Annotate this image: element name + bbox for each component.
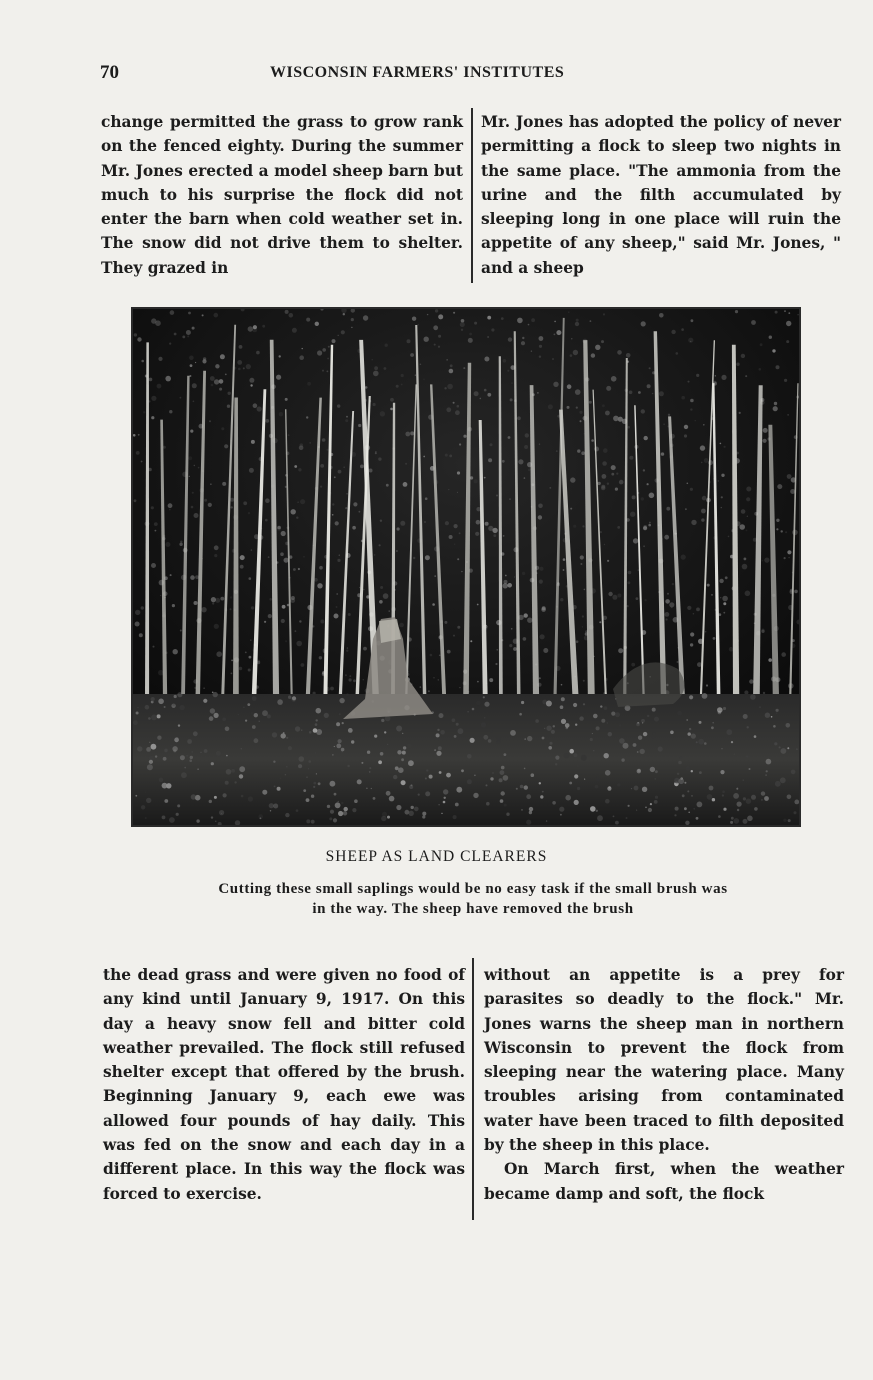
page-header [100,62,845,86]
top-left-column-text: change permitted the grass to grow rank on the fenced eighty. During the summer Mr. Jones erected a model sheep barn but much to his surprise the flock did not enter the barn when cold weather set in. The snow did not drive them to shelter. They grazed in [101,113,463,277]
top-right-column-text: Mr. Jones has adopted the policy of never permitting a flock to sleep two nights in the same place. "The ammonia from the urine and the filth accumulated by sleeping long in one place will ruin the appetite of any sheep," said Mr. Jones, " and a sheep [481,113,841,277]
bottom-right-paragraph-2: On March first, when the weather became damp and soft, the flock [484,1160,844,1203]
column-divider-bottom [472,958,474,1220]
photo-drawing [133,309,799,825]
running-title: WISCONSIN FARMERS' INSTITUTES [270,64,565,81]
figure-caption-title: SHEEP AS LAND CLEARERS [325,848,548,865]
page-number: 70 [100,62,119,83]
bottom-left-column-text: the dead grass and were given no food of any kind until January 9, 1917. On this day a heavy snow fell and bitter cold weather prevailed. The flock still refused shelter except that offered by the brush. Beginning January 9, each ewe was allowed four pounds of hay daily. This was fed on the snow and each day in a different place. In this way the flock was forced to exercise. [103,966,465,1203]
bottom-right-column [484,963,844,1206]
column-divider-top [471,108,473,283]
figure-caption-line-1: Cutting these small saplings would be no easy task if the small brush was [218,881,728,897]
figure-caption [98,879,848,919]
figure-caption-line-2: in the way. The sheep have removed the brush [312,901,634,917]
forest-saplings-photo [131,307,801,827]
bottom-right-paragraph-1: without an appetite is a prey for parasites so deadly to the flock." Mr. Jones warns the sheep man in northern Wisconsin to prevent the flock from sleeping near the watering place. Many troubles arising from contaminated water have been traced to filth deposited by the sheep in this place. [484,966,844,1155]
